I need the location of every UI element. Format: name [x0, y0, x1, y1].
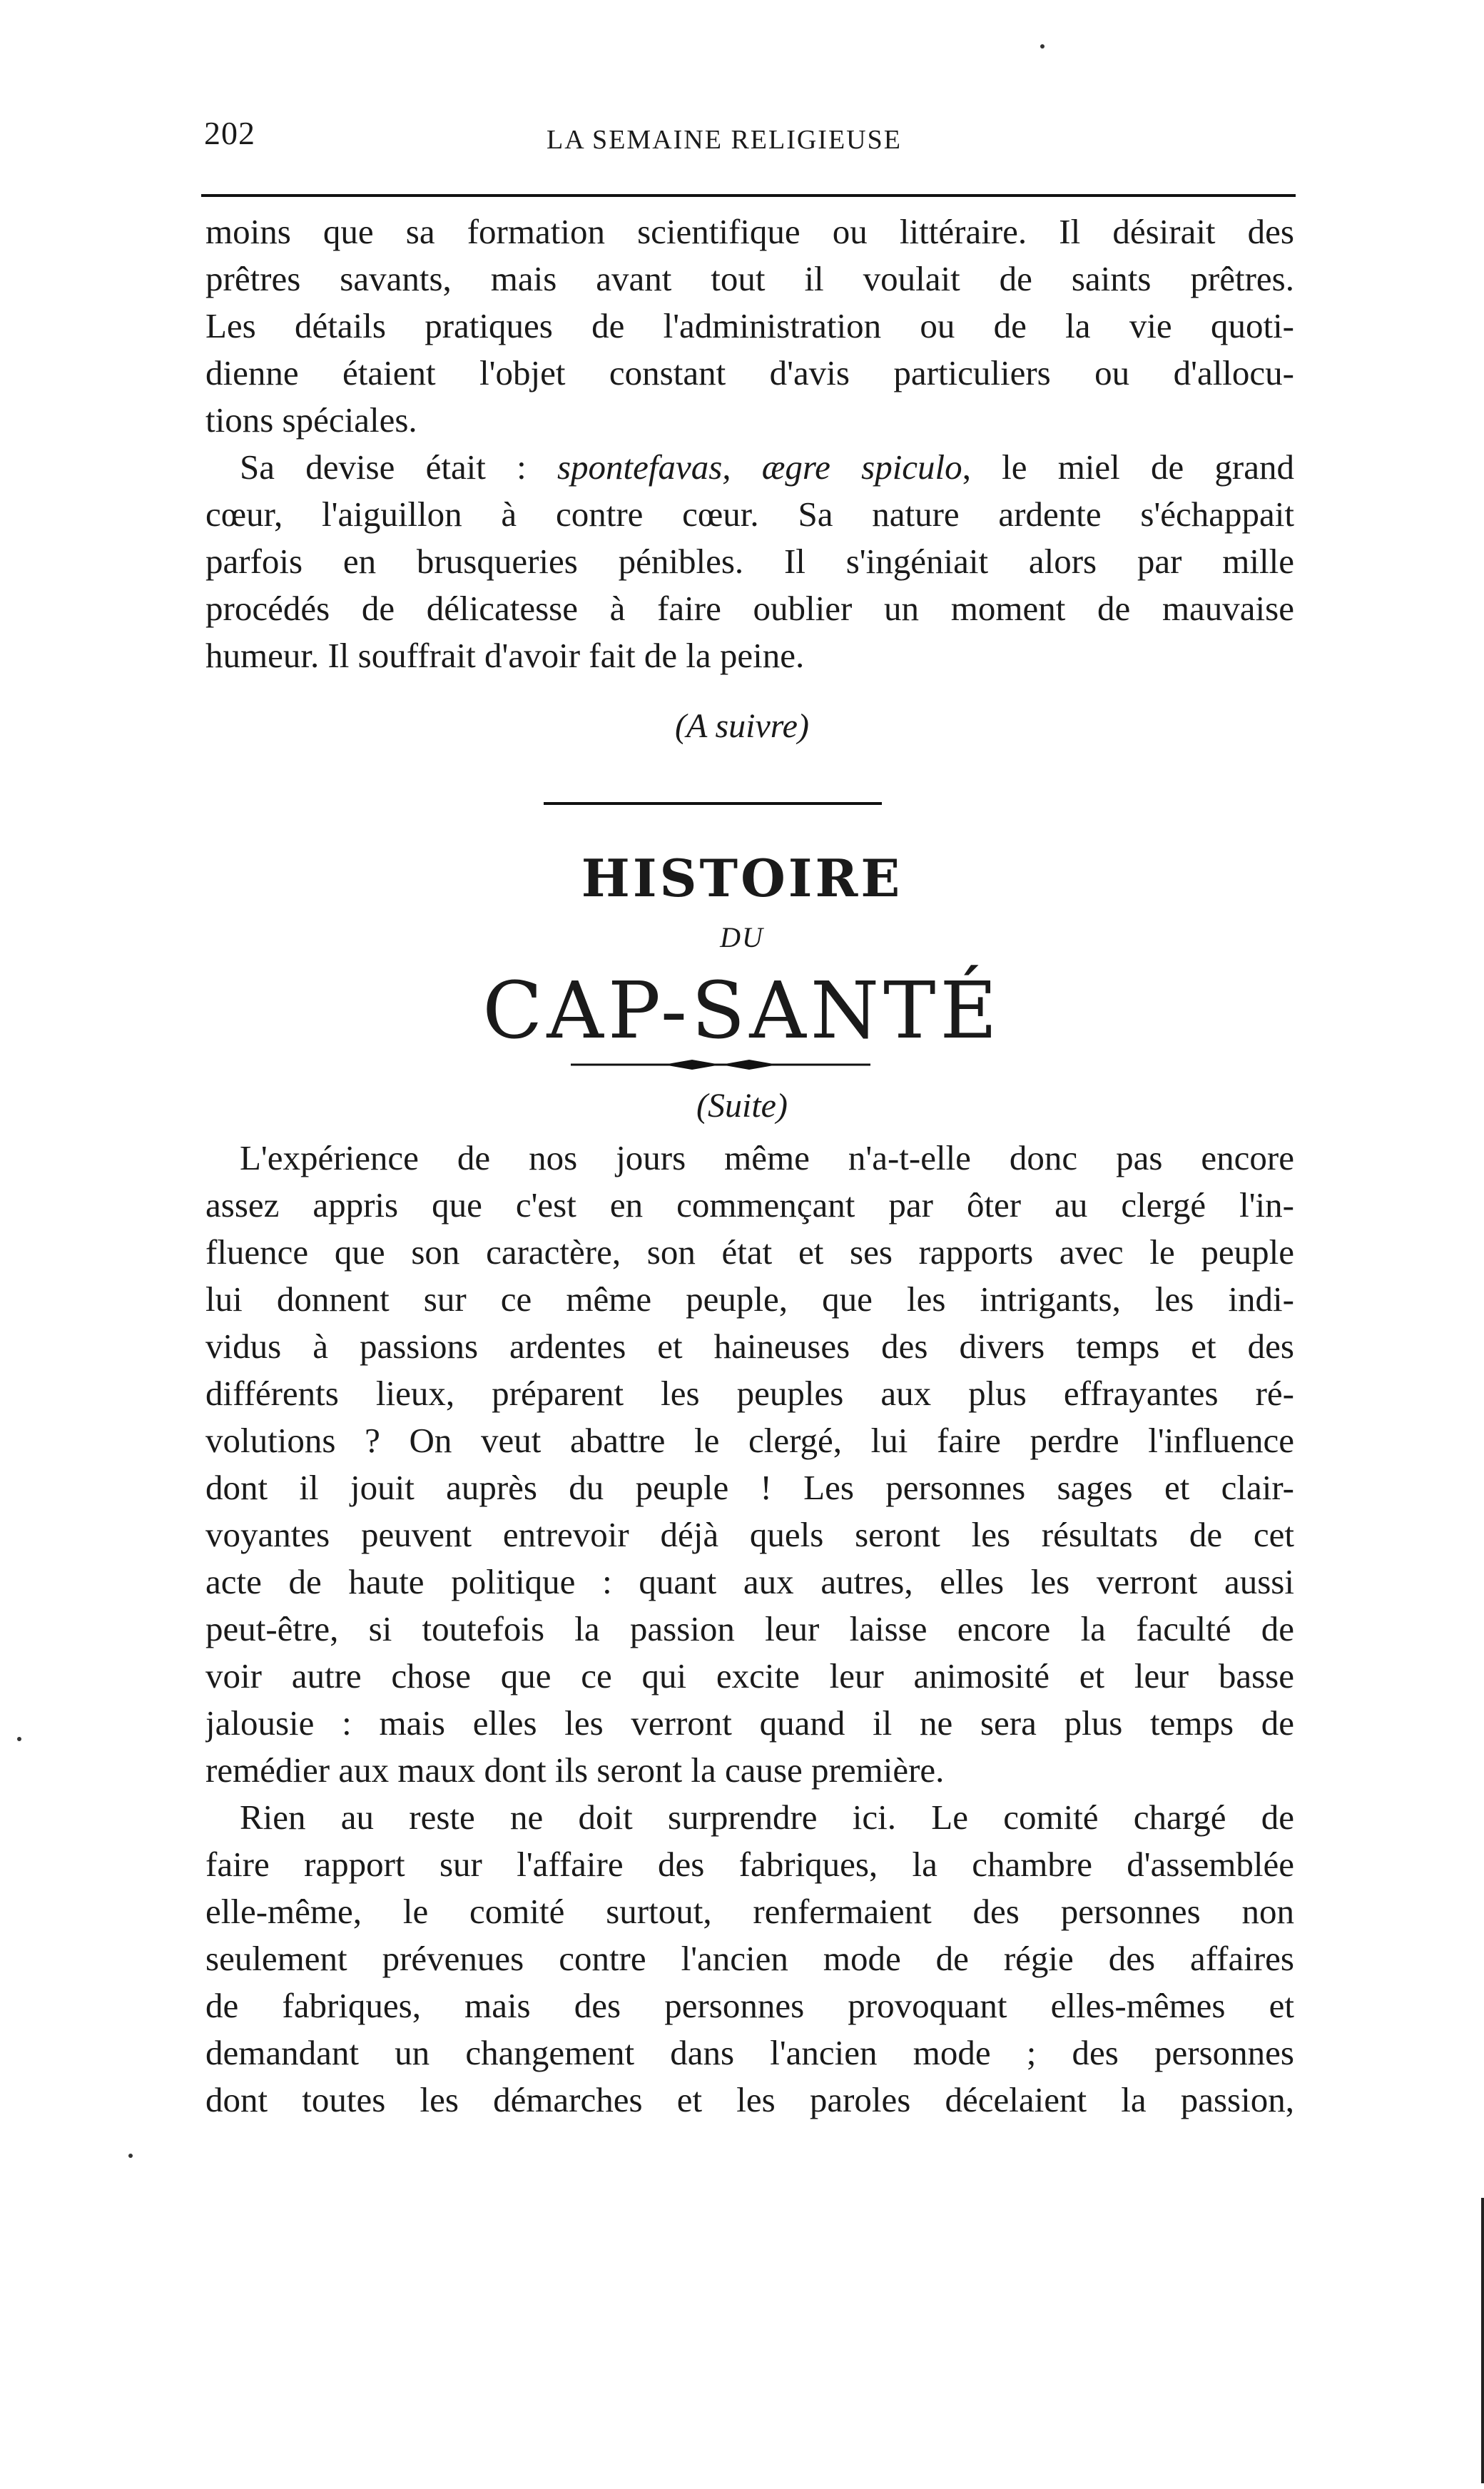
text-line: faire rapport sur l'affaire des fabriques, la chambre d'assemblée [205, 1845, 1294, 1884]
scan-edge-mark [1481, 2198, 1484, 2483]
text-line: jalousie : mais elles les verront quand il ne sera plus temps de [205, 1703, 1294, 1743]
page-header [204, 107, 1296, 157]
scan-speck [17, 1737, 21, 1741]
text-line: Rien au reste ne doit surprendre ici. Le comité chargé de [240, 1798, 1294, 1837]
text-line: parfois en brusqueries pénibles. Il s'ingéniait alors par mille [205, 542, 1294, 581]
text-line: prêtres savants, mais avant tout il voulait de saints prêtres. [205, 259, 1294, 298]
motto-intro: Sa devise était : [240, 447, 557, 487]
text-line: fluence que son caractère, son état et ses rapports avec le peuple [205, 1232, 1294, 1272]
text-line: dienne étaient l'objet constant d'avis particuliers ou d'allocu- [205, 353, 1294, 392]
ornament-rule-icon [571, 1056, 870, 1073]
text-line: voir autre chose que ce qui excite leur animosité et leur basse [205, 1656, 1294, 1695]
text-line: tions spéciales. [205, 400, 417, 440]
to-be-continued: (A suivre) [675, 707, 809, 745]
text-line: voyantes peuvent entrevoir déjà quels seront les résultats de cet [205, 1515, 1294, 1554]
article-body [205, 1135, 1294, 2124]
scan-speck [1040, 44, 1045, 49]
text-line: acte de haute politique : quant aux autres, elles les verront aussi [205, 1562, 1294, 1601]
text-line: L'expérience de nos jours même n'a-t-elle donc pas encore [240, 1138, 1294, 1177]
header-rule [201, 194, 1296, 197]
text-line: volutions ? On veut abattre le clergé, lui faire perdre l'influence [205, 1421, 1294, 1460]
running-title: LA SEMAINE RELIGIEUSE [547, 125, 902, 155]
motto-line [205, 444, 1294, 491]
previous-article-text [205, 208, 1294, 679]
text-line: dont toutes les démarches et les paroles décelaient la passion, [205, 2080, 1294, 2119]
article-title-histoire: HISTOIRE [581, 848, 903, 908]
text-line: dont il jouit auprès du peuple ! Les personnes sages et clair- [205, 1468, 1294, 1507]
scan-speck [128, 2154, 133, 2158]
section-rule [544, 802, 882, 805]
text-line: de fabriques, mais des personnes provoquant elles-mêmes et [205, 1986, 1294, 2025]
text-line: humeur. Il souffrait d'avoir fait de la peine. [205, 636, 805, 675]
text-line: seulement prévenues contre l'ancien mode de régie des affaires [205, 1939, 1294, 1978]
text-line: lui donnent sur ce même peuple, que les intrigants, les indi- [205, 1279, 1294, 1319]
text-line: différents lieux, préparent les peuples aux plus effrayantes ré- [205, 1374, 1294, 1413]
text-line: Les détails pratiques de l'administration ou de la vie quoti- [205, 306, 1294, 345]
text-line: peut-être, si toutefois la passion leur laisse encore la faculté de [205, 1609, 1294, 1648]
text-line: procédés de délicatesse à faire oublier un moment de mauvaise [205, 589, 1294, 628]
article-title-du: DU [720, 921, 764, 953]
text-line: elle-même, le comité surtout, renfermaient des personnes non [205, 1892, 1294, 1931]
text-line: moins que sa formation scientifique ou littéraire. Il désirait des [205, 212, 1294, 251]
text-line: remédier aux maux dont ils seront la cause première. [205, 1750, 945, 1790]
text-line: demandant un changement dans l'ancien mode ; des personnes [205, 2033, 1294, 2072]
page-number: 202 [204, 115, 255, 151]
article-title-cap-sante: CAP-SANTÉ [482, 965, 1002, 1056]
article-subtitle: (Suite) [696, 1087, 788, 1125]
motto-latin: spontefavas, ægre spiculo [556, 447, 962, 487]
motto-translation: , le miel de grand [962, 447, 1294, 487]
text-line: assez appris que c'est en commençant par ôter au clergé l'in- [205, 1185, 1294, 1225]
text-line: vidus à passions ardentes et haineuses des divers temps et des [205, 1327, 1294, 1366]
text-line: cœur, l'aiguillon à contre cœur. Sa nature ardente s'échappait [205, 495, 1294, 534]
